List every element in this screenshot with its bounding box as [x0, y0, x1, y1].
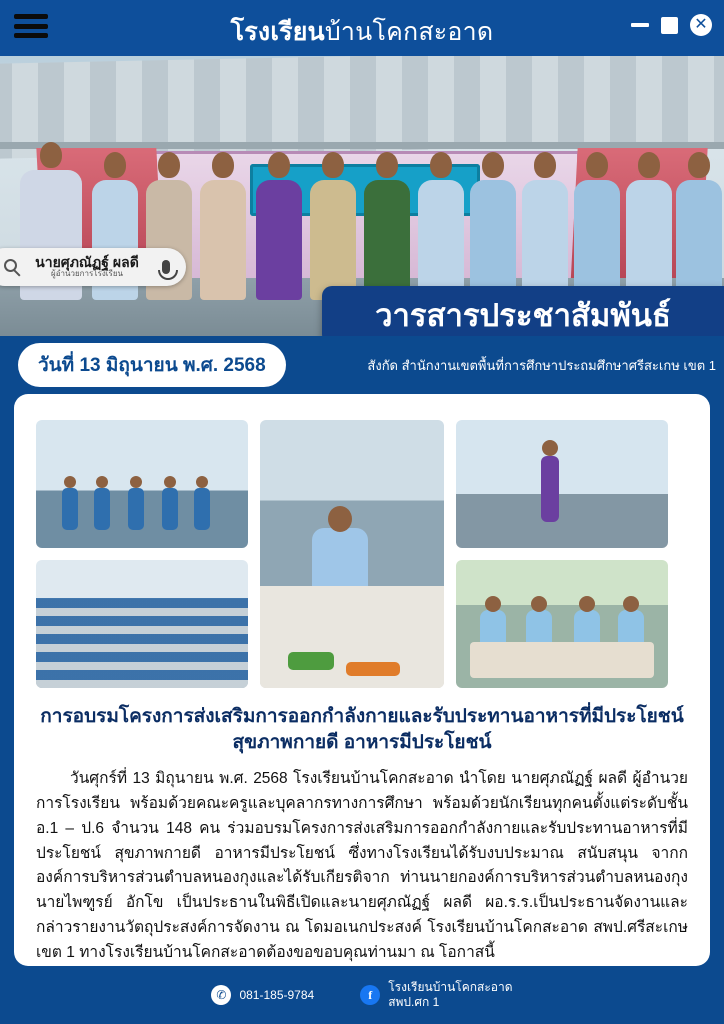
director-name: นายศุภณัฏฐ์ ผลดี [35, 254, 139, 271]
affiliation-text: สังกัด สำนักงานเขตพื้นที่การศึกษาประถมศึกษาศรีสะเกษ เขต 1 [367, 357, 716, 373]
microphone-icon[interactable] [162, 260, 170, 274]
magazine-title-banner: วารสารประชาสัมพันธ์ [322, 286, 724, 336]
footer-facebook[interactable] [360, 980, 512, 1010]
article-headline [36, 704, 688, 755]
person [364, 152, 410, 300]
phone-number: 081-185-9784 [239, 988, 315, 1002]
search-bar[interactable] [0, 248, 186, 286]
phone-icon: ✆ [211, 985, 231, 1005]
headline-line-1: การอบรมโครงการส่งเสริมการออกกำลังกายและรับประทานอาหารที่มีประโยชน์ [40, 706, 684, 727]
facebook-page-sub: สพป.ศก 1 [388, 995, 440, 1009]
window-controls [631, 14, 712, 36]
footer-phone[interactable] [211, 985, 314, 1005]
person [676, 152, 722, 300]
gallery-column-center [260, 420, 444, 688]
director-title: ผู้อำนวยการโรงเรียน [51, 269, 123, 279]
facebook-text-group [388, 980, 512, 1010]
window-title [0, 12, 724, 52]
person [200, 152, 246, 300]
title-bar [0, 0, 724, 56]
photo-dance-performance[interactable] [36, 420, 248, 548]
close-icon[interactable]: ✕ [690, 14, 712, 36]
person [418, 152, 464, 300]
person [626, 152, 672, 300]
content-card [14, 394, 710, 966]
facebook-icon: f [360, 985, 380, 1005]
search-value-group [12, 255, 162, 278]
article-body [36, 767, 688, 965]
photo-cooking-vegetables[interactable] [260, 420, 444, 688]
date-strip [0, 336, 724, 394]
window-title-thin: บ้านโคกสะอาด [324, 18, 494, 46]
article-body-text: วันศุกร์ที่ 13 มิถุนายน พ.ศ. 2568 โรงเรียนบ้านโคกสะอาด นำโดย นายศุภณัฏฐ์ ผลดี ผู้อำนวยการโรงเรียน พร้อมด้วยคณะครูและบุคลากรทางการศึกษา พร้อมด้วยนักเรียนทุกคนตั้งแต่ระดับชั้น อ.1 – ป.6 จำนวน 148 คน ร่วมอบรมโครงการส่งเสริมการออกกำลังกายและรับประทานอาหารที่มีประโยชน์ สุขภาพกายดี อาหารมีประโยชน์ ซึ่งทางโรงเรียนได้รับงบประมาณ สนับสนุน จากกองค์การบริหารส่วนตำบลหนองกุงและได้รับเกียรติจาก ท่านนายกองค์การบริหารส่วนตำบลหนองกุง นายไพฑูรย์ อักโข เป็นประธานในพิธีเปิดและนายศุภณัฏฐ์ ผลดี ผอ.ร.ร.เป็นประธานจัดงานและกล่าวรายงานวัตถุประสงค์การจัดงาน ณ โดมอเนกประสงค์ โรงเรียนบ้านโคกสะอาด สพป.ศรีสะเกษ เขต 1 ทางโรงเรียนบ้านโคกสะอาดต้องขอขอบคุณท่านมา ณ โอกาสนี้ [36, 770, 688, 961]
gallery-column-right [456, 420, 668, 688]
gallery-column-left [36, 420, 248, 688]
photo-lunch-table[interactable] [456, 560, 668, 688]
photo-yoga-stretch[interactable] [456, 420, 668, 548]
maximize-button[interactable] [661, 17, 678, 34]
search-icon[interactable] [4, 259, 17, 272]
photo-gallery [36, 420, 688, 688]
person [470, 152, 516, 300]
window-title-bold: โรงเรียน [230, 18, 325, 46]
person [574, 152, 620, 300]
hero-photo [0, 56, 724, 336]
minimize-button[interactable] [631, 23, 649, 27]
headline-line-2: สุขภาพกายดี อาหารมีประโยชน์ [232, 731, 492, 753]
photo-students-assembly[interactable] [36, 560, 248, 688]
person [310, 152, 356, 300]
person [256, 152, 302, 300]
footer-bar [0, 966, 724, 1024]
facebook-page-name: โรงเรียนบ้านโคกสะอาด [388, 980, 513, 994]
person [522, 152, 568, 300]
date-badge: วันที่ 13 มิถุนายน พ.ศ. 2568 [18, 343, 286, 387]
